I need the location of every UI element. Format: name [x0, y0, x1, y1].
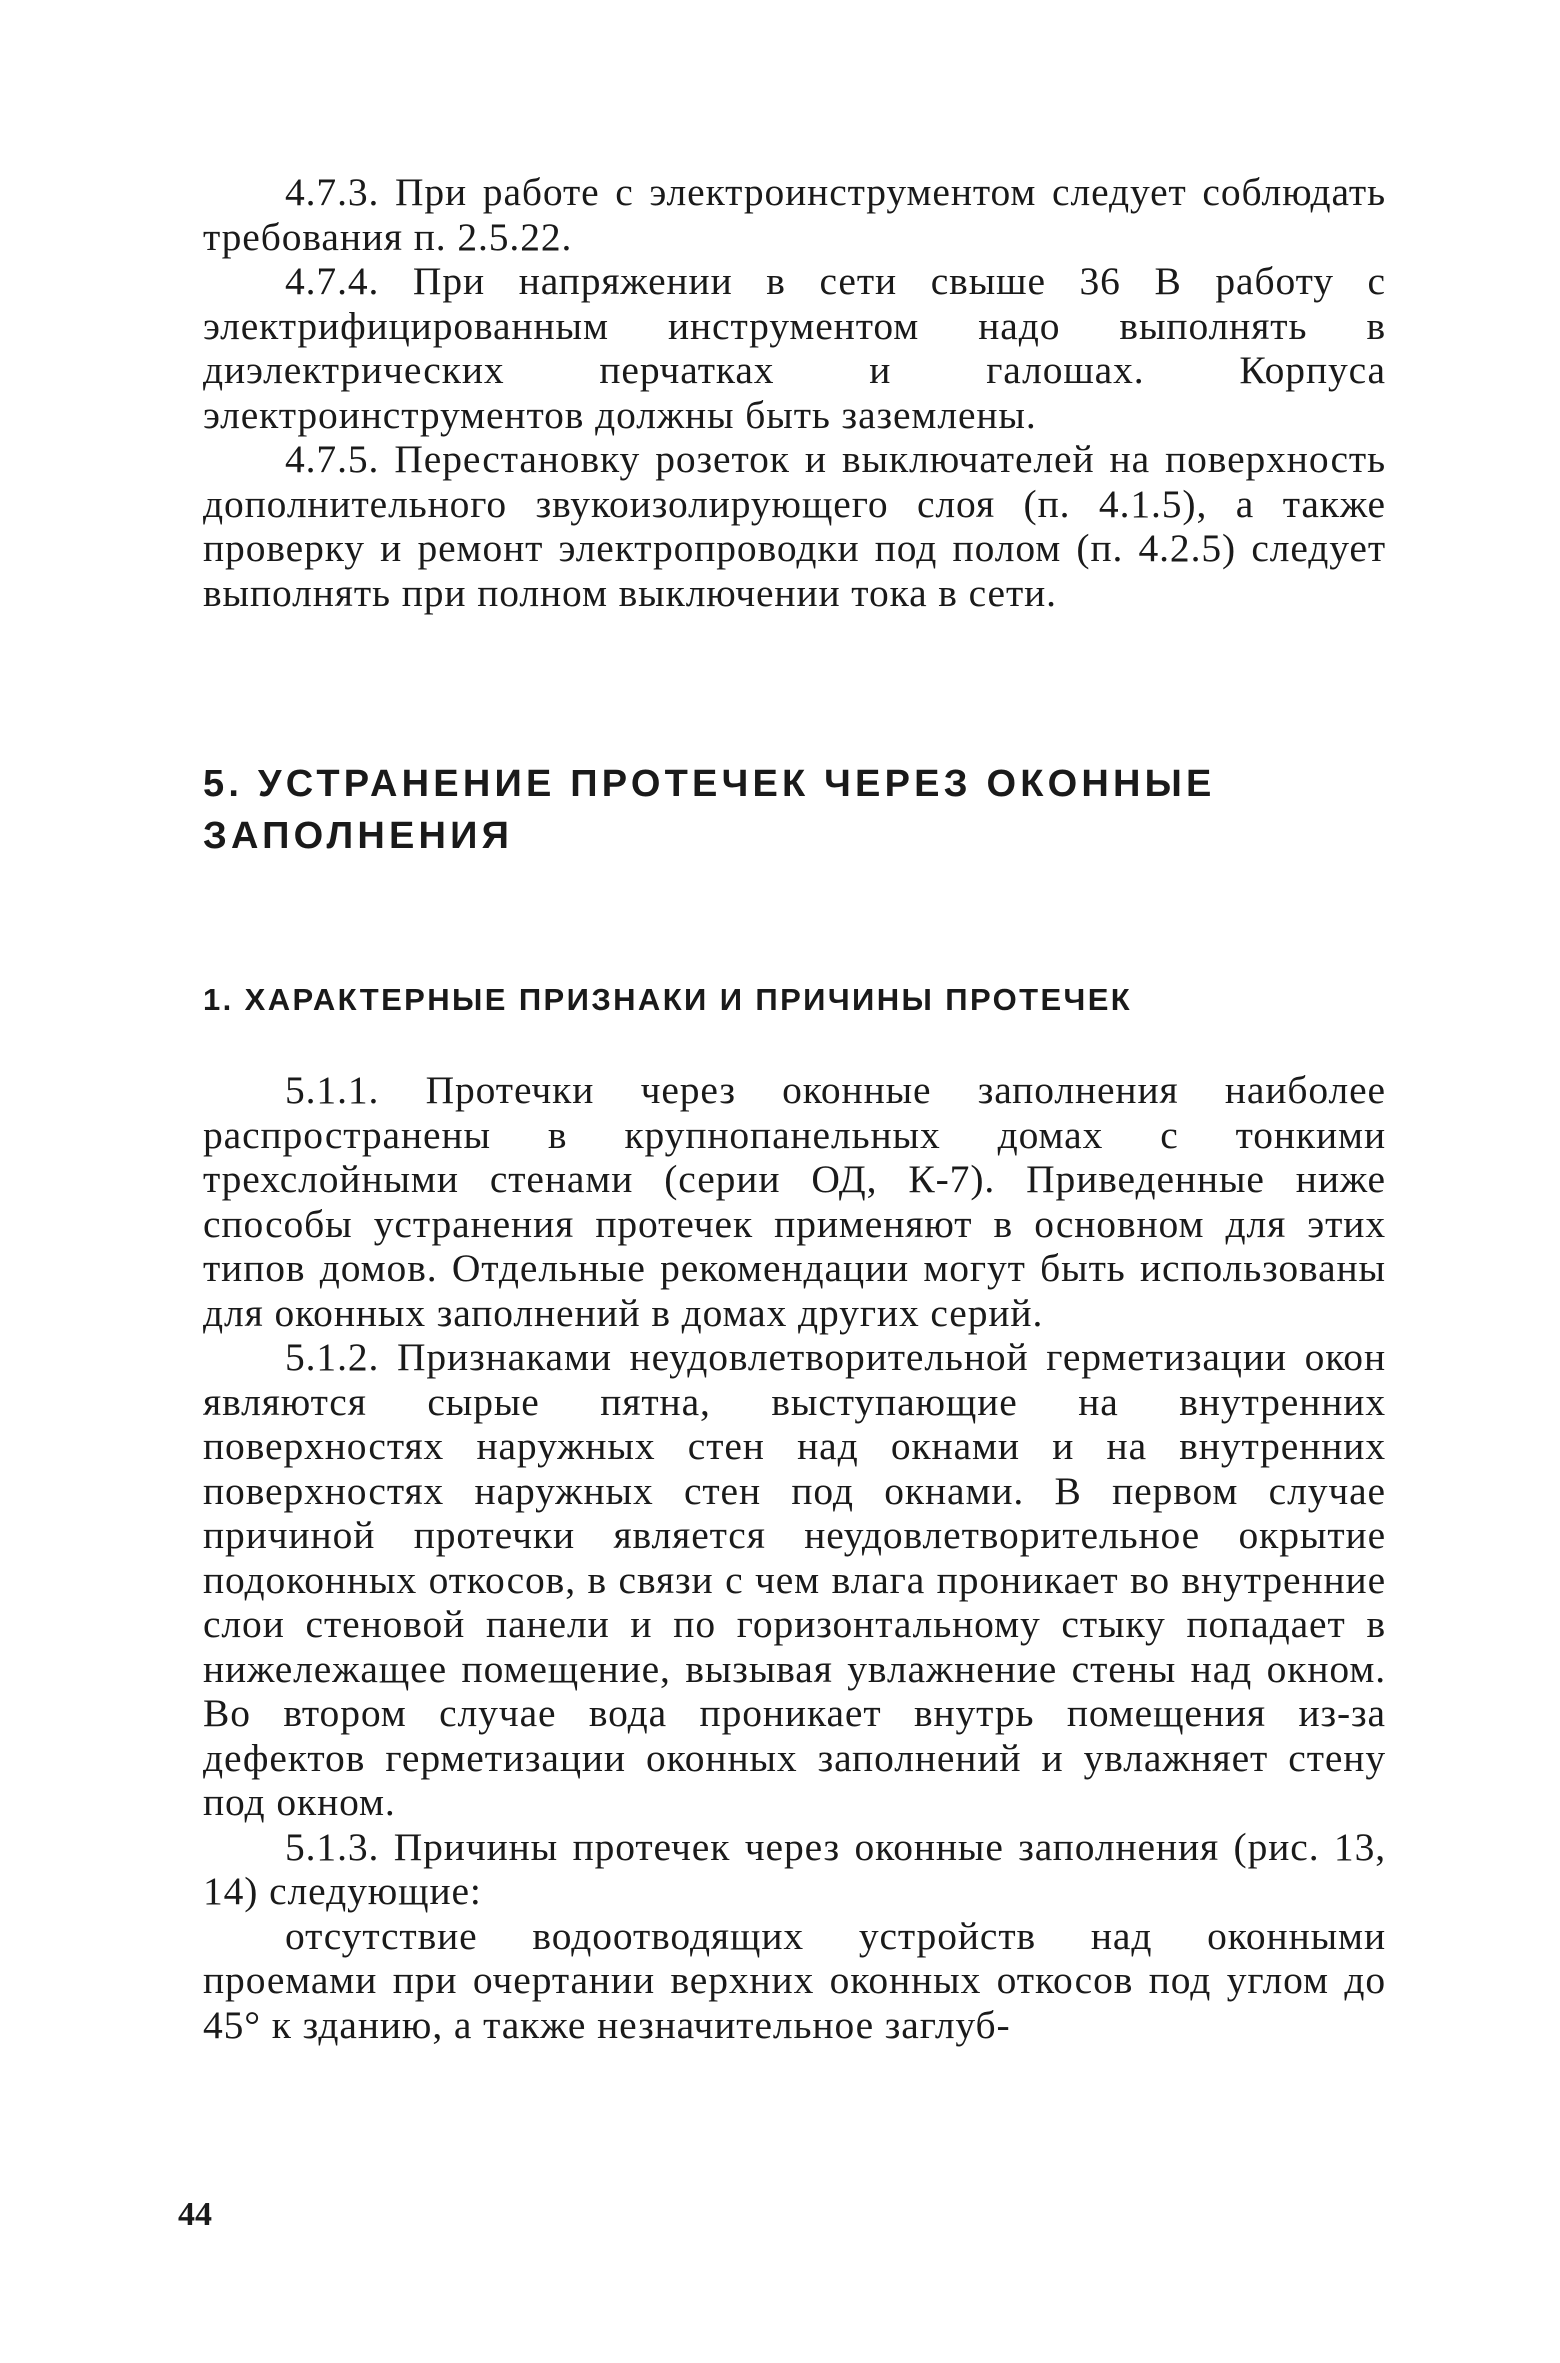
text-block-top: [203, 170, 1386, 615]
paragraph-5-1-2: 5.1.2. Признаками неудовлетворительной герметизации окон являются сырые пятна, выступающие на внутренних поверхностях наружных стен над окнами и на внутренних поверхностях наружных стен под окнами. В первом случае причиной протечки является неудовлетворительное окрытие подоконных откосов, в связи с чем влага проникает во внутренние слои стеновой панели и по горизонтальному стыку попадает в нижележащее помещение, вызывая увлажнение стены над окном. Во втором случае вода проникает внутрь помещения из-за дефектов герметизации оконных заполнений и увлажняет стену под окном.: [203, 1335, 1386, 1824]
section-heading: 1. ХАРАКТЕРНЫЕ ПРИЗНАКИ И ПРИЧИНЫ ПРОТЕЧЕК: [203, 982, 1133, 1017]
paragraph-5-1-1: 5.1.1. Протечки через оконные заполнения наиболее распространены в крупнопанельных домах с тонкими трехслойными стенами (серии ОД, К-7). Приведенные ниже способы устранения протечек применяют в основном для этих типов домов. Отдельные рекомендации могут быть использованы для оконных заполнений в домах других серий.: [203, 1068, 1386, 1335]
text-block-body: [203, 1068, 1386, 2047]
paragraph-4-7-4: 4.7.4. При напряжении в сети свыше 36 В работу с электрифицированным инструментом надо выполнять в диэлектрических перчатках и галошах. Корпуса электроинструментов должны быть заземлены.: [203, 259, 1386, 437]
chapter-heading-line-1: 5. УСТРАНЕНИЕ ПРОТЕЧЕК ЧЕРЕЗ ОКОННЫЕ: [203, 763, 1216, 805]
chapter-heading: [203, 758, 1353, 862]
chapter-heading-line-2: ЗАПОЛНЕНИЯ: [203, 815, 514, 857]
paragraph-4-7-5: 4.7.5. Перестановку розеток и выключателей на поверхность дополнительного звукоизолирующего слоя (п. 4.1.5), а также проверку и ремонт электропроводки под полом (п. 4.2.5) следует выполнять при полном выключении тока в сети.: [203, 437, 1386, 615]
paragraph-4-7-3: 4.7.3. При работе с электроинструментом следует соблюдать требования п. 2.5.22.: [203, 170, 1386, 259]
paragraph-5-1-3: 5.1.3. Причины протечек через оконные заполнения (рис. 13, 14) следующие:: [203, 1824, 1386, 1913]
page-number: 44: [178, 2196, 212, 2233]
paragraph-list-item: отсутствие водоотводящих устройств над оконными проемами при очертании верхних оконных откосов под углом до 45° к зданию, а также незначительное заглуб-: [203, 1913, 1386, 2047]
